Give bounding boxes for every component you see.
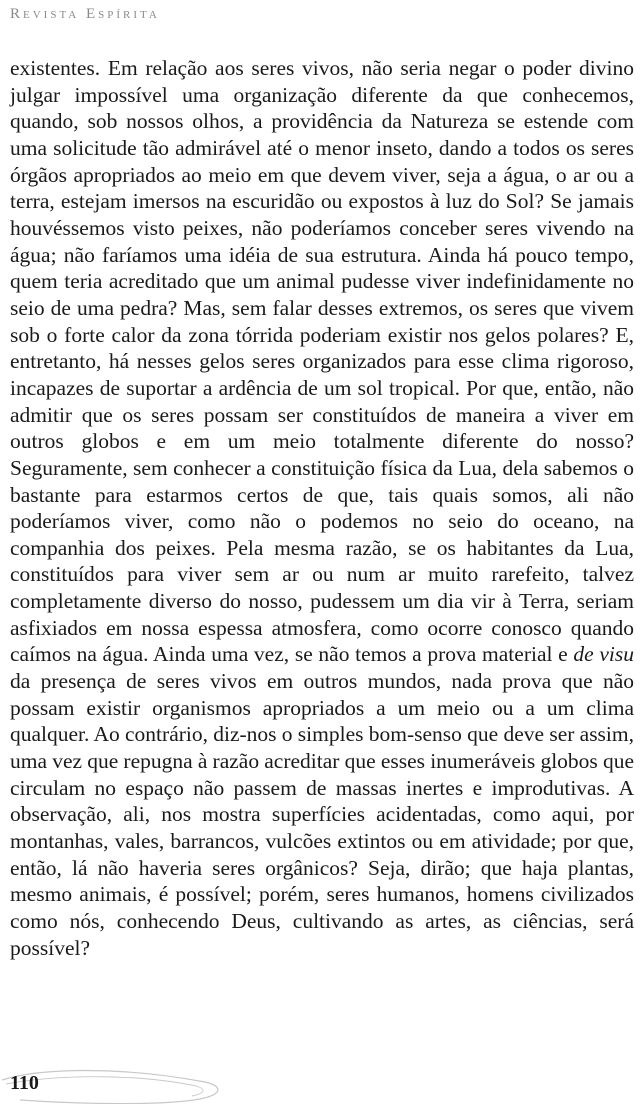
running-header: Revista Espírita (10, 6, 160, 22)
page-ornament-swoosh-icon (0, 1062, 260, 1104)
italic-phrase: de visu (573, 642, 634, 667)
body-paragraph (10, 55, 634, 961)
page-body (10, 55, 634, 961)
page-number: 110 (10, 1072, 39, 1094)
body-text-part-2: da presença de seres vivos em outros mundos, nada prova que não possam existir organismos apropriados a um meio ou a um clima qualquer. Ao contrário, diz-nos o simples bom-senso que deve ser assim, uma vez que repugna à razão acreditar que esses inumeráveis globos que circulam no espaço não passem de massas inertes e improdutivas. A observação, ali, nos mostra superfícies acidentadas, como aqui, por montanhas, vales, barrancos, vulcões extintos ou em atividade; por que, então, lá não haveria seres orgânicos? Seja, dirão; que haja plantas, mesmo animais, é possível; porém, seres humanos, homens civilizados como nós, conhecendo Deus, cultivando as artes, as ciências, será possível? (10, 669, 634, 960)
body-text-part-1: existentes. Em relação aos seres vivos, não seria negar o poder divino julgar impossível uma organização diferente da que conhecemos, quando, sob nossos olhos, a providência da Natureza se estende com uma solicitude tão admirável até o menor inseto, dando a todos os seres órgãos apropriados ao meio em que devem viver, seja a água, o ar ou a terra, estejam imersos na escuridão ou expostos à luz do Sol? Se jamais houvéssemos visto peixes, não poderíamos conceber seres vivendo na água; não faríamos uma idéia de sua estrutura. Ainda há pouco tempo, quem teria acreditado que um animal pudesse viver indefinidamente no seio de uma pedra? Mas, sem falar desses extremos, os seres que vivem sob o forte calor da zona tórrida poderiam existir nos gelos polares? E, entretanto, há nesses gelos seres organizados para esse clima rigoroso, incapazes de suportar a ardência de um sol tropical. Por que, então, não admitir que os seres possam ser constituídos de maneira a viver em outros globos e em um meio totalmente diferente do nosso? Seguramente, sem conhecer a constituição física da Lua, dela sabemos o bastante para estarmos certos de que, tais quais somos, ali não poderíamos viver, como não o podemos no seio do oceano, na companhia dos peixes. Pela mesma razão, se os habitantes da Lua, constituídos para viver sem ar ou num ar muito rarefeito, talvez completamente diverso do nosso, pudessem um dia vir à Terra, seriam asfixiados em nossa espessa atmosfera, como ocorre conosco quando caímos na água. Ainda uma vez, se não temos a prova material e (10, 56, 634, 667)
page-footer (0, 1062, 642, 1104)
